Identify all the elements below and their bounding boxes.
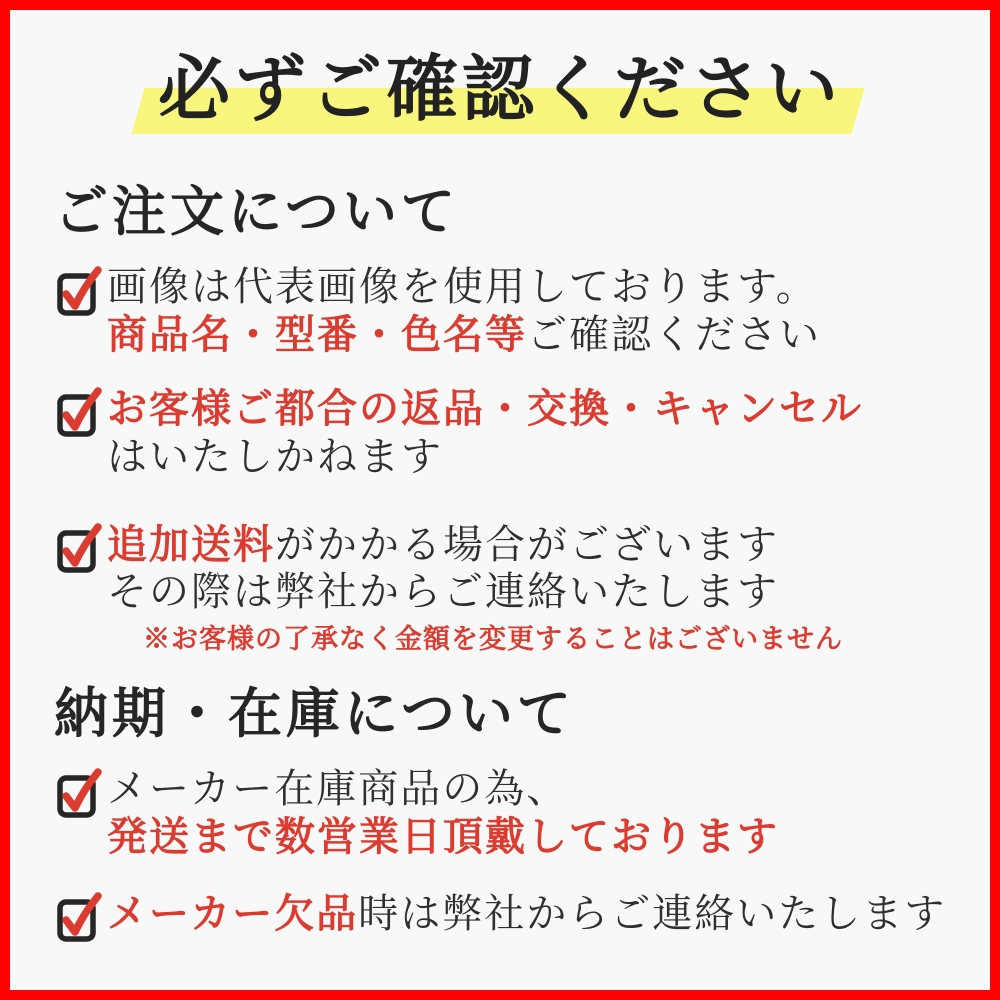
checklist-item bbox=[56, 521, 970, 656]
item-line-2-text: はいたしかねます bbox=[107, 433, 443, 480]
item-line-2 bbox=[107, 434, 863, 481]
checklist-item bbox=[56, 766, 970, 861]
item-text bbox=[107, 521, 843, 656]
item-line-1-text: 画像は代表画像を使用しております。 bbox=[107, 264, 818, 311]
red-emphasis: 発送まで数営業日頂戴しております bbox=[107, 813, 779, 861]
item-line-1 bbox=[107, 264, 821, 311]
checkbox-checked-icon bbox=[56, 892, 103, 944]
page-title-wrap bbox=[10, 44, 990, 134]
item-text bbox=[107, 766, 779, 861]
checkbox-checked-icon bbox=[56, 266, 103, 318]
item-line-1-text: メーカー在庫商品の為、 bbox=[107, 766, 569, 813]
item-line-1 bbox=[107, 766, 779, 813]
checkbox-checked-icon bbox=[56, 387, 103, 439]
page-title bbox=[154, 44, 846, 134]
page-title-text: 必ずご確認ください bbox=[157, 46, 842, 131]
item-text bbox=[107, 385, 863, 480]
checklist-item bbox=[56, 890, 970, 944]
item-line-1 bbox=[107, 385, 863, 433]
item-line-1 bbox=[107, 521, 843, 569]
item-note: ※お客様の了承なく金額を変更することはございません bbox=[143, 624, 843, 656]
item-line-1-text: 時は弊社からご連絡いたします bbox=[358, 890, 947, 937]
checklist-item bbox=[56, 264, 970, 359]
red-emphasis: お客様ご都合の返品・交換・キャンセル bbox=[107, 385, 863, 433]
item-line-1-text: がかかる場合がございます bbox=[275, 521, 779, 568]
item-line-2-text: ご確認ください bbox=[527, 312, 821, 359]
item-line-2-text: その際は弊社からご連絡いたします bbox=[107, 569, 779, 616]
red-emphasis: 追加送料 bbox=[107, 520, 275, 568]
item-line-1 bbox=[107, 890, 946, 938]
red-emphasis: メーカー欠品 bbox=[107, 889, 359, 937]
item-line-2 bbox=[107, 569, 843, 616]
item-line-2 bbox=[107, 311, 821, 359]
checklist-item bbox=[56, 385, 970, 480]
item-text bbox=[107, 890, 946, 938]
checkbox-checked-icon bbox=[56, 768, 103, 820]
checkbox-checked-icon bbox=[56, 523, 103, 575]
red-emphasis: 商品名・型番・色名等 bbox=[107, 311, 527, 359]
item-text bbox=[107, 264, 821, 359]
section-heading-order: ご注文について bbox=[54, 179, 459, 243]
section-heading-stock: 納期・在庫について bbox=[54, 681, 575, 746]
item-line-2 bbox=[107, 813, 779, 861]
